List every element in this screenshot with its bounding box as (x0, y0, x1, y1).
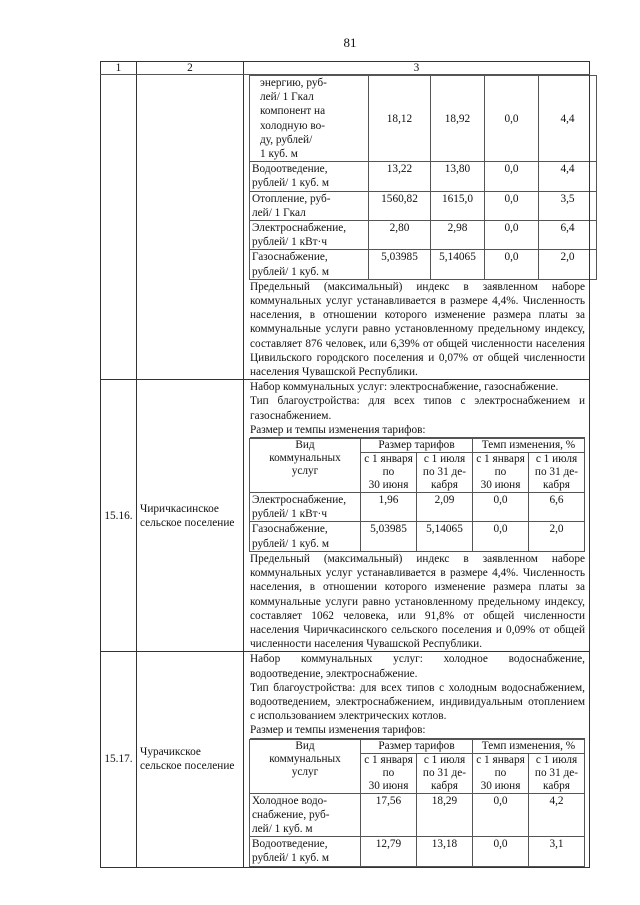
column-header-1: 1 (101, 62, 137, 75)
tariff-h2: 5,14065 (431, 250, 485, 279)
period-header: с 1 июля по 31 де- кабря (417, 753, 473, 793)
tariff-row (250, 221, 597, 250)
tariff-row (250, 76, 597, 162)
section-row-continued (101, 75, 590, 380)
service-name: Электроснабжение, рублей/ 1 кВт·ч (250, 221, 369, 250)
column-header-2: 2 (137, 62, 244, 75)
tariff-h2: 2,98 (431, 221, 485, 250)
tariff-h2: 13,80 (431, 162, 485, 191)
tariff-h1: 17,56 (361, 793, 417, 837)
rate-h2: 3,5 (539, 191, 597, 220)
services-text: Набор коммунальных услуг: холодное водоснабжение, водоотведение, электроснабжение. (250, 653, 585, 680)
tariff-h1: 2,80 (369, 221, 431, 250)
kind-header: Вид коммунальных услуг (250, 439, 361, 493)
tariff-h1: 12,79 (361, 837, 417, 866)
tariff-row (250, 162, 597, 191)
rate-h1: 0,0 (485, 250, 539, 279)
tariff-h2: 2,09 (417, 493, 473, 522)
rate-header: Темп изменения, % (473, 439, 585, 453)
rate-h1: 0,0 (485, 76, 539, 162)
period-header: с 1 января по 30 июня (473, 753, 529, 793)
period-header: с 1 января по 30 июня (361, 453, 417, 493)
tariff-row (250, 793, 585, 837)
tariffs-title: Размер и темпы изменения тарифов: (250, 723, 585, 738)
tariff-h1: 13,22 (369, 162, 431, 191)
tariff-header-row (250, 739, 585, 753)
tariff-h1: 5,03985 (369, 250, 431, 279)
section-row-15-16 (101, 380, 590, 652)
settlement-name: Чурачикское сельское поселение (137, 652, 244, 867)
rate-h1: 0,0 (473, 522, 529, 551)
column-header-3: 3 (244, 62, 590, 75)
amenity-text: Тип благоустройства: для всех типов с электроснабжением и газоснабжением. (250, 395, 585, 422)
service-name: Газоснабжение, рублей/ 1 куб. м (250, 250, 369, 279)
tariff-h2: 5,14065 (417, 522, 473, 551)
page-number: 81 (343, 35, 357, 50)
tariff-row (250, 493, 585, 522)
summary-text: Предельный (максимальный) индекс в заявленном наборе коммунальных услуг устанавливается в размере 4,4%. Численность населения, в отношении которого изменение размера платы за коммунальные услуги равно установленному предельному индексу, составляет 876 человек, или 6,39% от общей численности населения Цивильского городского поселения и 0,07% от общей численности населения Чувашской Республики. (250, 280, 585, 379)
tariff-row (250, 522, 585, 551)
kind-header: Вид коммунальных услуг (250, 739, 361, 793)
summary-text: Предельный (максимальный) индекс в заявленном наборе коммунальных услуг устанавливается в размере 4,4%. Численность населения, в отношении которого изменение размера платы за коммунальные услуги равно установленному предельному индексу, составляет 1062 человека, или 91,8% от общей численности населения Чиричкасинского сельского поселения и 0,09% от общей численности населения Чувашской Республики. (250, 552, 585, 651)
tariff-h2: 13,18 (417, 837, 473, 866)
rate-h1: 0,0 (473, 793, 529, 837)
size-header: Размер тарифов (361, 739, 473, 753)
item-number: 15.16. (101, 380, 137, 652)
rate-h2: 4,2 (529, 793, 585, 837)
amenity-text: Тип благоустройства: для всех типов с холодным водоснабжением, водоотведением, электроснабжением, индивидуальным отоплением с использованием электрических котлов. (250, 681, 585, 723)
settlement-name: Чиричкасинское сельское поселение (137, 380, 244, 652)
rate-header: Темп изменения, % (473, 739, 585, 753)
tariff-row (250, 191, 597, 220)
tariff-h1: 5,03985 (361, 522, 417, 551)
rate-h2: 6,6 (529, 493, 585, 522)
rate-h2: 6,4 (539, 221, 597, 250)
period-header: с 1 июля по 31 де- кабря (529, 453, 585, 493)
rate-h2: 2,0 (529, 522, 585, 551)
column-header-row (101, 62, 590, 75)
tariff-header-row (250, 439, 585, 453)
tariff-h2: 1615,0 (431, 191, 485, 220)
rate-h1: 0,0 (473, 837, 529, 866)
tariff-subtable (249, 438, 585, 552)
rate-h1: 0,0 (485, 162, 539, 191)
tariff-subtable (249, 75, 597, 280)
tariff-h1: 18,12 (369, 76, 431, 162)
tariffs-title: Размер и темпы изменения тарифов: (250, 423, 585, 438)
rate-h2: 4,4 (539, 162, 597, 191)
rate-h1: 0,0 (485, 221, 539, 250)
tariff-row (250, 250, 597, 279)
service-name: энергию, руб- лей/ 1 Гкал компонент на холодную во- ду, рублей/ 1 куб. м (250, 76, 369, 162)
period-header: с 1 июля по 31 де- кабря (529, 753, 585, 793)
period-header: с 1 июля по 31 де- кабря (417, 453, 473, 493)
rate-h2: 3,1 (529, 837, 585, 866)
tariff-h1: 1560,82 (369, 191, 431, 220)
tariff-table (100, 61, 590, 868)
section-row-15-17 (101, 652, 590, 867)
service-name: Холодное водо- снабжение, руб- лей/ 1 куб. м (250, 793, 361, 837)
period-header: с 1 января по 30 июня (473, 453, 529, 493)
service-name: Водоотведение, рублей/ 1 куб. м (250, 837, 361, 866)
tariff-h1: 1,96 (361, 493, 417, 522)
item-number: 15.17. (101, 652, 137, 867)
rate-h2: 2,0 (539, 250, 597, 279)
size-header: Размер тарифов (361, 439, 473, 453)
service-name: Водоотведение, рублей/ 1 куб. м (250, 162, 369, 191)
tariff-subtable (249, 739, 585, 867)
service-name: Отопление, руб- лей/ 1 Гкал (250, 191, 369, 220)
service-name: Газоснабжение, рублей/ 1 куб. м (250, 522, 361, 551)
period-header: с 1 января по 30 июня (361, 753, 417, 793)
tariff-h2: 18,29 (417, 793, 473, 837)
rate-h1: 0,0 (485, 191, 539, 220)
services-text: Набор коммунальных услуг: электроснабжение, газоснабжение. (250, 381, 559, 394)
tariff-h2: 18,92 (431, 76, 485, 162)
service-name: Электроснабжение, рублей/ 1 кВт·ч (250, 493, 361, 522)
rate-h2: 4,4 (539, 76, 597, 162)
rate-h1: 0,0 (473, 493, 529, 522)
tariff-row (250, 837, 585, 866)
